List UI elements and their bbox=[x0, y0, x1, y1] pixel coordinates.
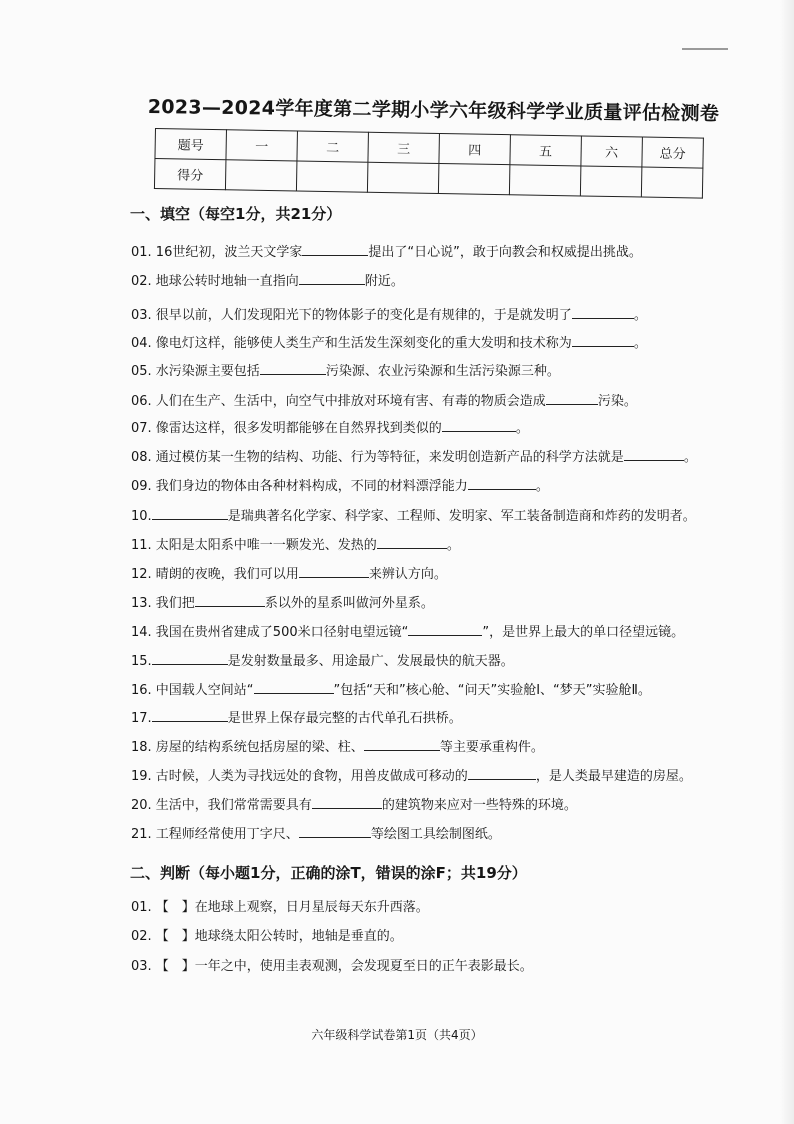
answer-blank[interactable] bbox=[299, 563, 369, 578]
judgement-item[interactable]: 01. 【 】在地球上观察，日月星辰每天东升西落。 bbox=[131, 900, 429, 915]
question-item: 13. 我们把 系以外的星系叫做河外星系。 bbox=[131, 592, 434, 614]
answer-blank[interactable] bbox=[572, 304, 634, 319]
scan-shadow bbox=[780, 0, 794, 1124]
answer-blank[interactable] bbox=[442, 417, 516, 432]
judgement-item[interactable]: 03. 【 】一年之中，使用圭表观测，会发现夏至日的正午表影最长。 bbox=[131, 959, 533, 974]
score-table-cell: 六 bbox=[581, 136, 643, 167]
answer-blank[interactable] bbox=[299, 270, 365, 285]
answer-blank[interactable] bbox=[299, 823, 371, 838]
score-entry-cell[interactable] bbox=[641, 167, 703, 198]
score-table-row-label: 得分 bbox=[154, 159, 226, 190]
score-entry-cell[interactable] bbox=[438, 163, 510, 194]
score-entry-cell[interactable] bbox=[367, 162, 439, 193]
answer-blank[interactable] bbox=[624, 446, 684, 461]
judgement-item[interactable]: 02. 【 】地球绕太阳公转时，地轴是垂直的。 bbox=[131, 929, 403, 944]
answer-blank[interactable] bbox=[152, 505, 228, 520]
answer-blank[interactable] bbox=[302, 241, 368, 256]
question-item: 03. 很早以前，人们发现阳光下的物体影子的变化是有规律的，于是就发明了 。 bbox=[131, 304, 647, 326]
answer-blank[interactable] bbox=[468, 765, 536, 780]
question-item: 11. 太阳是太阳系中唯一一颗发光、发热的 。 bbox=[131, 534, 460, 556]
question-item: 19. 古时候，人类为寻找远处的食物，用兽皮做成可移动的 ，是人类最早建造的房屋。 bbox=[131, 765, 692, 787]
question-item: 07. 像雷达这样，很多发明都能够在自然界找到类似的 。 bbox=[131, 417, 529, 439]
answer-blank[interactable] bbox=[408, 621, 482, 636]
scan-mark bbox=[682, 48, 728, 50]
question-item: 17. 是世界上保存最完整的古代单孔石拱桥。 bbox=[131, 707, 462, 729]
score-entry-cell[interactable] bbox=[509, 165, 581, 196]
score-table-cell: 三 bbox=[368, 132, 440, 163]
answer-blank[interactable] bbox=[377, 534, 447, 549]
question-item: 15. 是发射数量最多、用途最广、发展最快的航天器。 bbox=[131, 650, 514, 672]
answer-blank[interactable] bbox=[260, 360, 326, 375]
answer-blank[interactable] bbox=[152, 707, 228, 722]
exam-title: 2023—2024学年度第二学期小学六年级科学学业质量评估检测卷 bbox=[147, 95, 720, 125]
page-footer: 六年级科学试卷第1页（共4页） bbox=[311, 1028, 483, 1042]
answer-blank[interactable] bbox=[546, 390, 598, 405]
answer-blank[interactable] bbox=[254, 679, 334, 694]
question-item: 02. 地球公转时地轴一直指向 附近。 bbox=[131, 270, 404, 292]
score-table-cell: 总分 bbox=[642, 137, 704, 168]
score-table-cell: 一 bbox=[226, 130, 298, 161]
question-item: 01. 16世纪初，波兰天文学家 提出了“日心说”，敢于向教会和权威提出挑战。 bbox=[131, 241, 642, 263]
answer-blank[interactable] bbox=[572, 332, 634, 347]
question-item: 04. 像电灯这样，能够使人类生产和生活发生深刻变化的重大发明和技术称为 。 bbox=[131, 332, 647, 354]
question-item: 08. 通过模仿某一生物的结构、功能、行为等特征，来发明创造新产品的科学方法就是 。 bbox=[131, 446, 697, 468]
answer-blank[interactable] bbox=[152, 650, 228, 665]
score-table-cell: 四 bbox=[439, 133, 511, 164]
question-item: 21. 工程师经常使用丁字尺、 等绘图工具绘制图纸。 bbox=[131, 823, 501, 845]
question-item: 05. 水污染源主要包括 污染源、农业污染源和生活污染源三种。 bbox=[131, 360, 560, 382]
question-item: 09. 我们身边的物体由各种材料构成，不同的材料漂浮能力 。 bbox=[131, 475, 549, 497]
question-item: 12. 晴朗的夜晚，我们可以用 来辨认方向。 bbox=[131, 563, 447, 585]
answer-blank[interactable] bbox=[312, 794, 382, 809]
question-item: 14. 我国在贵州省建成了500米口径射电望远镜“ ”，是世界上最大的单口径望远镜。 bbox=[131, 621, 684, 643]
question-item: 16. 中国载人空间站“ ”包括“天和”核心舱、“问天”实验舱Ⅰ、“梦天”实验舱Ⅱ。 bbox=[131, 679, 651, 701]
answer-blank[interactable] bbox=[364, 736, 440, 751]
answer-blank[interactable] bbox=[195, 592, 265, 607]
question-item: 06. 人们在生产、生活中，向空气中排放对环境有害、有毒的物质会造成 污染。 bbox=[131, 390, 637, 412]
question-item: 10. 是瑞典著名化学家、科学家、工程师、发明家、军工装备制造商和炸药的发明者。 bbox=[131, 505, 696, 527]
score-entry-cell[interactable] bbox=[296, 161, 368, 192]
question-item: 18. 房屋的结构系统包括房屋的梁、柱、 等主要承重构件。 bbox=[131, 736, 544, 758]
score-table bbox=[154, 128, 704, 199]
score-entry-cell[interactable] bbox=[225, 160, 297, 191]
answer-blank[interactable] bbox=[468, 475, 536, 490]
score-entry-cell[interactable] bbox=[580, 166, 642, 197]
section-title-fill-in: 一、填空（每空1分，共21分） bbox=[130, 205, 342, 223]
score-table-cell: 题号 bbox=[155, 129, 227, 160]
section-title-judgement: 二、判断（每小题1分，正确的涂T，错误的涂F；共19分） bbox=[130, 864, 527, 882]
score-table-cell: 五 bbox=[510, 135, 582, 166]
question-item: 20. 生活中，我们常常需要具有 的建筑物来应对一些特殊的环境。 bbox=[131, 794, 577, 816]
score-table-cell: 二 bbox=[297, 131, 369, 162]
